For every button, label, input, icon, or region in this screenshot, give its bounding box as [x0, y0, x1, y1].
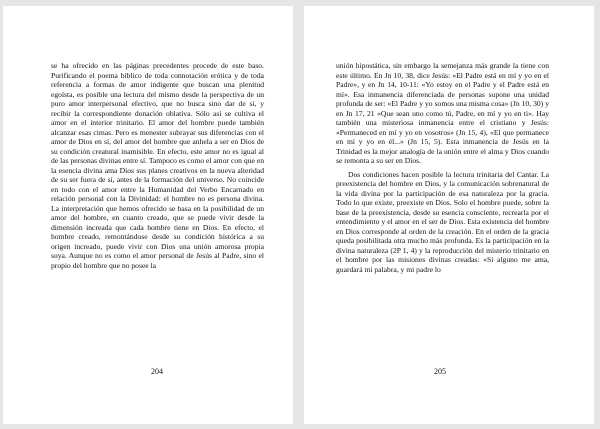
- right-page-text: [336, 61, 549, 274]
- right-paragraph-1: unión hipostática, sin embargo la semejanza más grande la tiene con este último. En Jn 10, 38, dice Jesús: «El Padre está en mí y yo en el Padre», y en Jn 14, 10-11: «Yo estoy en el Padre y el Padre está en mí». Esa inmanencia diferenciada de personas supone una unidad profunda de ser: «El Padre y yo somos una misma cosa» (Jn 10, 30) y en Jn 17, 21 «Que sean uno como tú, Padre, en mí y yo en ti». Hay también una misteriosa inmanencia entre el cristiano y Jesús: «Permaneced en mí y yo en vosotros» (Jn 15, 4), «El que permanece en mí y yo en él...» (Jn 15, 5). Esta inmanencia de Jesús en la Trinidad es la mejor analogía de la unión entre el alma y Dios cuando se remonta a su ser en Dios.: [336, 61, 549, 166]
- left-page: [3, 6, 293, 424]
- left-page-text: [51, 61, 264, 270]
- left-page-number: 204: [151, 367, 163, 376]
- right-paragraph-2: Dos condiciones hacen posible la lectura trinitaria del Cantar. La preexistencia del hombre en Dios, y la comunicación sobrenatural de la vida divina por la participación de esa naturaleza por la gracia. Todo lo que existe, preexiste en Dios. Solo el hombre puede, sobre la base de la preexistencia, desde su esencia consciente, recrearla por el entendimiento y el amor en el ser de Dios. Esta existencia del hombre en Dios corresponde al orden de la creación. En el orden de la gracia queda posibilitada otra mucho más profunda. Es la participación en la divina naturaleza (2P 1, 4) y la reproducción del misterio trinitario en el hombre por las misiones divinas creadas: «Si alguno me ama, guardará mi palabra, y mi padre lo: [336, 169, 549, 274]
- right-page-number: 205: [434, 367, 446, 376]
- right-page: [304, 6, 594, 424]
- left-paragraph-1: se ha ofrecido en las páginas precedentes procede de este baso. Purificando el poema bíblico de toda connotación erótica y de toda referencia a formas de amor indigente que buscan una plenitud egoísta, es posible una lectura del mismo desde la perspectiva de un puro amor interpersonal efectivo, que no busca sino dar de sí, y recibir la correspondiente donación oblativa. Sólo así se cultiva el amor en el interior trinitario. El amor del hombre puede también alcanzar esas cimas. Pero es menester subrayar sus diferencias con el amor de Dios en sí, del amor del hombre que anhela a ser en Dios de su condición creatural inamisible. En efecto, este amor no es igual al de las personas divinas entre sí. Tampoco es como el amor con que en la esencia divina ama Dios sus planes creativos en la nueva alteridad de su ser fuera de sí, antes de la formación del universo. No coincide en todo con el amor entre la Humanidad del Verbo Encarnado en relación personal con la Divinidad: el hombre no es persona divina. La interpretación que hemos ofrecido se basa en la posibilidad de un amor del hombre, en cuanto creado, que se puede vivir desde la dimensión increada que cada hombre tiene en Dios. En efecto, el hombre creado, remontándose desde su condición histórica a su origen increado, puede vivir con Dios una unión amorosa propia suya. Aunque no es como el amor personal de Jesús al Padre, sino el propio del hombre que no posee la: [51, 61, 264, 270]
